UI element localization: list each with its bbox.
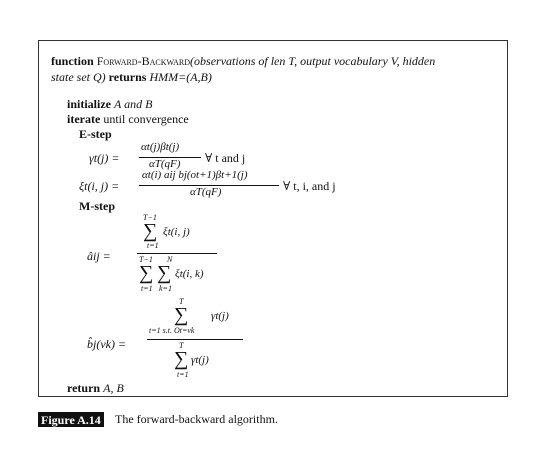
initialize-line	[67, 97, 152, 112]
bhat-den-term: γt(j)	[191, 354, 209, 366]
gamma-lhs: γt(j) =	[89, 151, 120, 165]
ahat-den-term: ξt(i, k)	[175, 268, 204, 280]
xi-denominator: αT(qF)	[190, 186, 222, 198]
iterate-line	[67, 112, 189, 127]
xi-numerator: αt(i) aij bj(ot+1)βt+1(j)	[142, 169, 248, 181]
return-rest: A, B	[103, 381, 124, 395]
returns-value: HMM=(A,B)	[149, 70, 212, 84]
figure-caption: The forward-backward algorithm.	[115, 412, 278, 426]
gamma-tail: ∀ t and j	[205, 151, 246, 165]
ahat-num-lower: t=1	[147, 241, 159, 250]
bhat-num-upper: T	[179, 297, 184, 306]
kw-return: return	[67, 381, 101, 395]
initialize-rest: A and B	[114, 97, 153, 111]
bhat-den-sum: ∑	[174, 348, 189, 370]
bhat-num-sum: ∑	[174, 304, 189, 326]
iterate-rest: until convergence	[103, 112, 189, 126]
xi-tail: ∀ t, i, and j	[283, 179, 336, 193]
returns-prefix: state set Q)	[51, 70, 106, 84]
bhat-den-lower: t=1	[177, 370, 189, 379]
ahat-den-upper-2: N	[167, 255, 173, 264]
bhat-fraction-bar	[147, 339, 243, 340]
kw-function: function	[51, 54, 94, 68]
algorithm-params: (observations of len T, output vocabulary V, hidden	[190, 54, 436, 68]
header-line-2	[51, 70, 212, 85]
algorithm-box	[38, 40, 508, 397]
figure-tag: Figure A.14	[38, 412, 104, 427]
gamma-numerator: αt(j)βt(j)	[141, 141, 180, 153]
bhat-num-lower: t=1 s.t. Ot=vk	[149, 326, 195, 335]
algorithm-name: Forward-Backward	[96, 54, 191, 68]
ahat-den-sum-2: ∑	[157, 262, 172, 284]
kw-returns: returns	[108, 70, 147, 84]
kw-initialize: initialize	[67, 97, 111, 111]
bhat-lhs: b̂j(vk) =	[87, 337, 127, 351]
kw-iterate: iterate	[67, 112, 101, 126]
ahat-num-sum: ∑	[143, 220, 158, 242]
ahat-den-lower-1: t=1	[141, 284, 153, 293]
ahat-den-lower-2: k=1	[159, 284, 172, 293]
estep-label: E-step	[79, 127, 112, 141]
ahat-den-sum-1: ∑	[139, 262, 154, 284]
bhat-num-term: γt(j)	[211, 310, 229, 322]
mstep-label: M-step	[79, 199, 115, 213]
gamma-denominator: αT(qF)	[149, 158, 181, 170]
ahat-num-upper: T−1	[143, 213, 157, 222]
ahat-den-upper-1: T−1	[139, 255, 153, 264]
header-line-1	[51, 54, 435, 69]
ahat-lhs: âij =	[87, 249, 111, 263]
return-line	[67, 381, 124, 396]
xi-lhs: ξt(i, j) =	[79, 179, 120, 193]
bhat-den-upper: T	[179, 341, 184, 350]
ahat-num-term: ξt(i, j)	[163, 226, 190, 238]
ahat-fraction-bar	[137, 253, 217, 254]
